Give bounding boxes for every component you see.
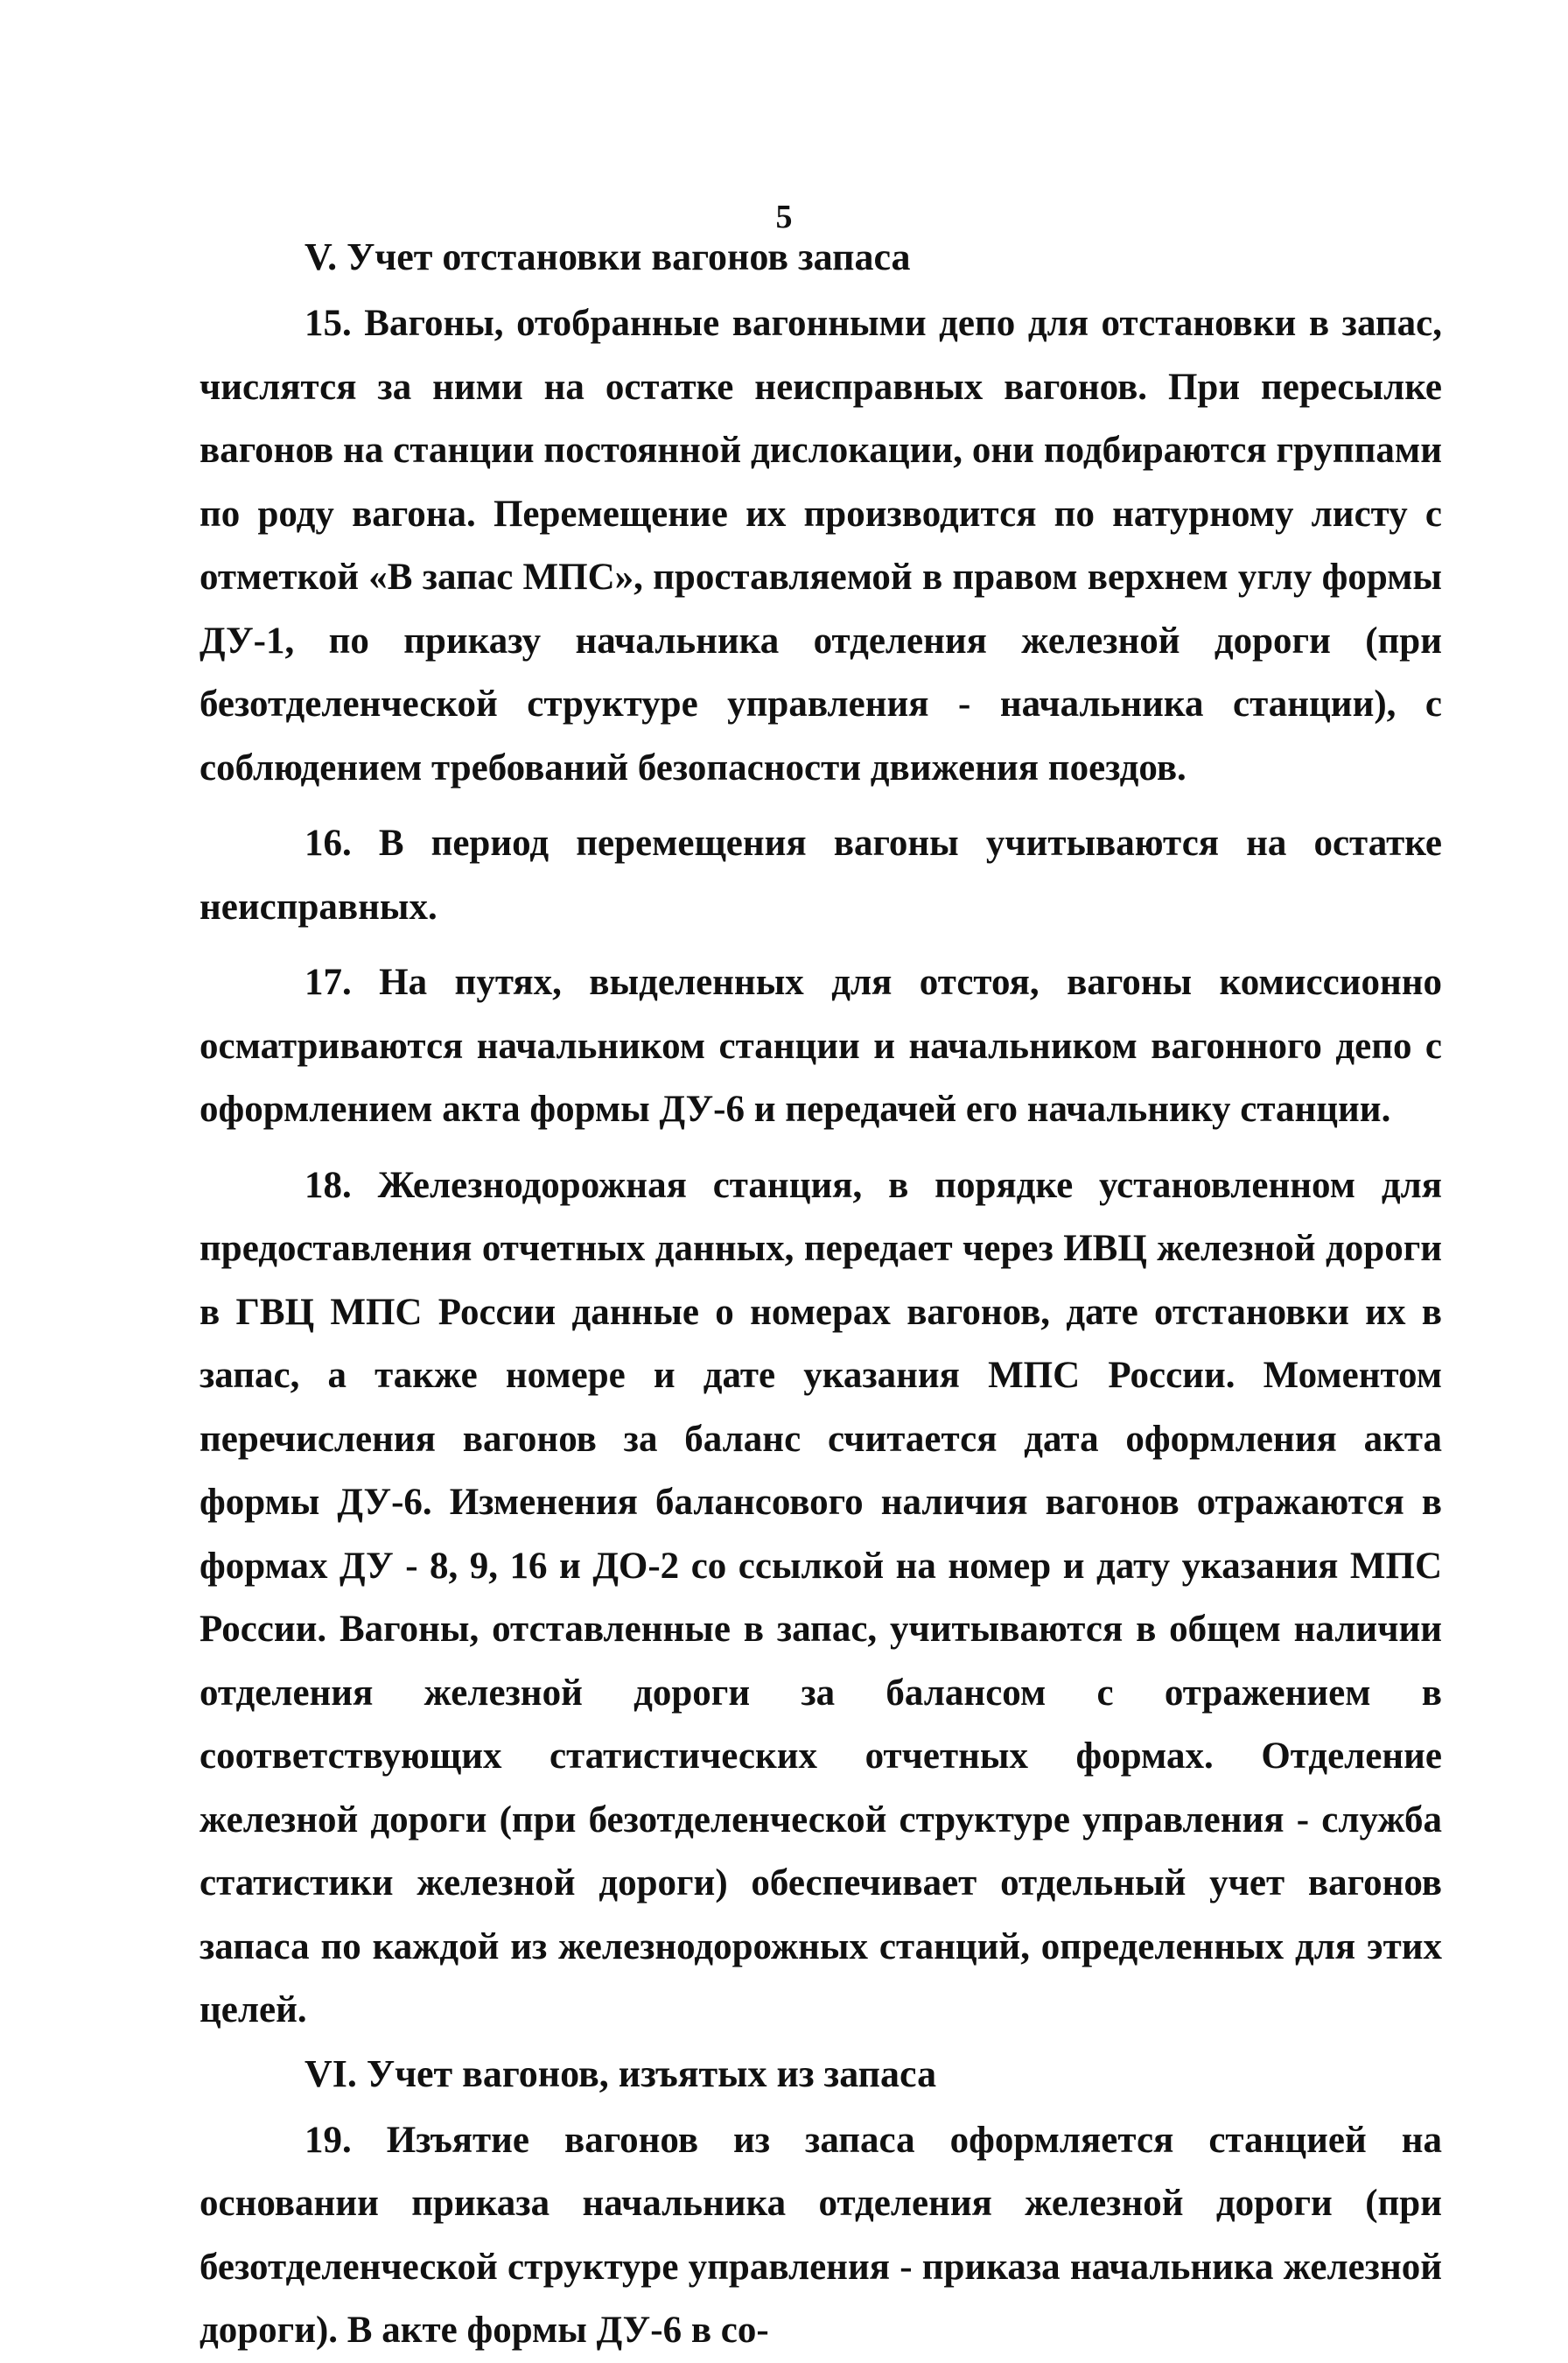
paragraph-18: 18. Железнодорожная станция, в порядке установленном для предоставления отчетных данных, передает через ИВЦ железной дороги в ГВЦ МПС России данные о номерах вагонов, дате отстановки их в запас, а также номере и дате указания МПС России. Моментом перечисления вагонов за баланс считается дата оформления акта формы ДУ-6. Изменения балансового наличия вагонов отражаются в формах ДУ - 8, 9, 16 и ДО-2 со ссылкой на номер и дату указания МПС России. Вагоны, отставленные в запас, учитываются в общем наличии отделения железной дороги за балансом с отражением в соответствующих статистических отчетных формах. Отделение железной дороги (при безотделенческой структуре управления - служба статистики железной дороги) обеспечивает отдельный учет вагонов запаса по каждой из железнодорожных станций, определенных для этих целей.: [200, 1164, 1442, 2030]
document-body: [200, 235, 1442, 2363]
paragraph-16: 16. В период перемещения вагоны учитываются на остатке неисправных.: [200, 823, 1442, 928]
paragraph-17: 17. На путях, выделенных для отстоя, вагоны комиссионно осматриваются начальником станции и начальником вагонного депо с оформлением акта формы ДУ-6 и передачей его начальнику станции.: [200, 962, 1442, 1130]
section-heading-vi: VI. Учет вагонов, изъятых из запаса: [304, 2051, 937, 2095]
page-number: 5: [775, 199, 793, 235]
paragraph-15: 15. Вагоны, отобранные вагонными депо для отстановки в запас, числятся за ними на остатке неисправных вагонов. При пересылке вагонов на станции постоянной дислокации, они подбираются группами по роду вагона. Перемещение их производится по натурному листу с отметкой «В запас МПС», проставляемой в правом верхнем углу формы ДУ-1, по приказу начальника отделения железной дороги (при безотделенческой структуре управления - начальника станции), с соблюдением требований безопасности движения поездов.: [200, 303, 1442, 789]
paragraph-19: 19. Изъятие вагонов из запаса оформляется станцией на основании приказа начальника отделения железной дороги (при безотделенческой структуре управления - приказа начальника железной дороги). В акте формы ДУ-6 в со-: [200, 2119, 1442, 2351]
section-heading-v: V. Учет отстановки вагонов запаса: [304, 235, 911, 278]
